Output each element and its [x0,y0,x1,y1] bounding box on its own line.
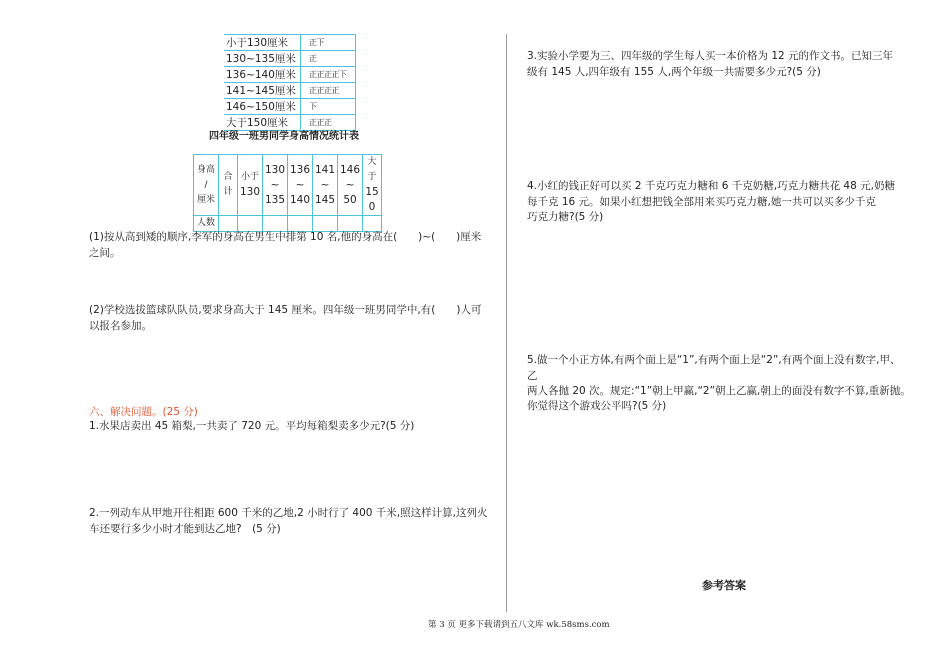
stats-header-row [194,155,382,216]
problem-4-line-3: 巧克力糖?(5 分) [527,211,604,223]
header-146-150: 146 ~ 50 [338,155,363,216]
question-2-line-2: 以报名参加。 [89,320,152,332]
tally-table [224,34,356,131]
tally-label: 大于150厘米 [224,115,301,131]
problem-2-line-1: 2.一列动车从甲地开往相距 600 千米的乙地,2 小时行了 400 千米,照这样计算,这列火 [89,507,488,519]
tally-row [224,83,356,99]
tally-label: 小于130厘米 [224,35,301,51]
problem-2-line-2: 车还要行多少小时才能到达乙地? (5 分) [89,523,281,535]
problem-3-line-1: 3.实验小学要为三、四年级的学生每人买一本价格为 12 元的作文书。已知三年 [527,50,894,62]
tally-marks: 正正正 [309,118,332,127]
stats-table-title: 四年级一班男同学身高情况统计表 [209,131,359,142]
header-lt130: 小于 130 [238,155,263,216]
header-136-140: 136 ~ 140 [288,155,313,216]
stats-table [193,154,382,232]
page-footer: 第 3 页 更多下载请到五八文库 wk.58sms.com [428,620,610,630]
section-6-heading: 六、解决问题。(25 分) [89,406,198,418]
problem-3-line-2: 级有 145 人,四年级有 155 人,两个年级一共需要多少元?(5 分) [527,66,821,78]
tally-marks: 正 [309,54,317,63]
problem-4-line-2: 每千克 16 元。如果小红想把钱全部用来买巧克力糖,她一共可以买多少千克 [527,196,876,208]
tally-marks: 下 [309,102,317,111]
tally-marks: 正下 [309,38,324,47]
tally-row [224,35,356,51]
header-130-135: 130 ~ 135 [263,155,288,216]
problem-5-line-4: 你觉得这个游戏公平吗?(5 分) [527,400,667,412]
tally-row [224,67,356,83]
question-1-line-1: (1)按从高到矮的顺序,李军的身高在男生中排第 10 名,他的身高在( )~( )厘米 [89,231,482,243]
problem-5-line-2: 乙 [527,370,538,382]
tally-label: 141~145厘米 [224,83,301,99]
problem-4-line-1: 4.小红的钱正好可以买 2 千克巧克力糖和 6 千克奶糖,巧克力糖共花 48 元,奶糖 [527,180,895,192]
tally-label: 146~150厘米 [224,99,301,115]
problem-5-line-1: 5.做一个小正方体,有两个面上是“1”,有两个面上是“2”,有两个面上没有数字,甲、 [527,354,901,366]
problem-1: 1.水果店卖出 45 箱梨,一共卖了 720 元。平均每箱梨卖多少元?(5 分) [89,420,415,432]
tally-label: 136~140厘米 [224,67,301,83]
question-1-line-2: 之间。 [89,247,121,259]
header-total: 合 计 [219,155,238,216]
column-divider [506,34,507,612]
count-row-label: 人数 [194,216,219,232]
header-141-145: 141 ~ 145 [313,155,338,216]
tally-marks: 正正正正下 [309,70,347,79]
tally-label: 130~135厘米 [224,51,301,67]
tally-row [224,51,356,67]
answer-key-heading: 参考答案 [702,579,746,592]
question-2-line-1: (2)学校选拔篮球队队员,要求身高大于 145 厘米。四年级一班男同学中,有( )人可 [89,304,482,316]
tally-row [224,99,356,115]
problem-5-line-3: 两人各抛 20 次。规定:“1”朝上甲赢,“2”朝上乙赢,朝上的面没有数字不算,重新抛。 [527,385,911,397]
header-height-unit: 身高 / 厘米 [194,155,219,216]
header-gt150: 大 于 15 0 [363,155,382,216]
tally-marks: 正正正正 [309,86,339,95]
